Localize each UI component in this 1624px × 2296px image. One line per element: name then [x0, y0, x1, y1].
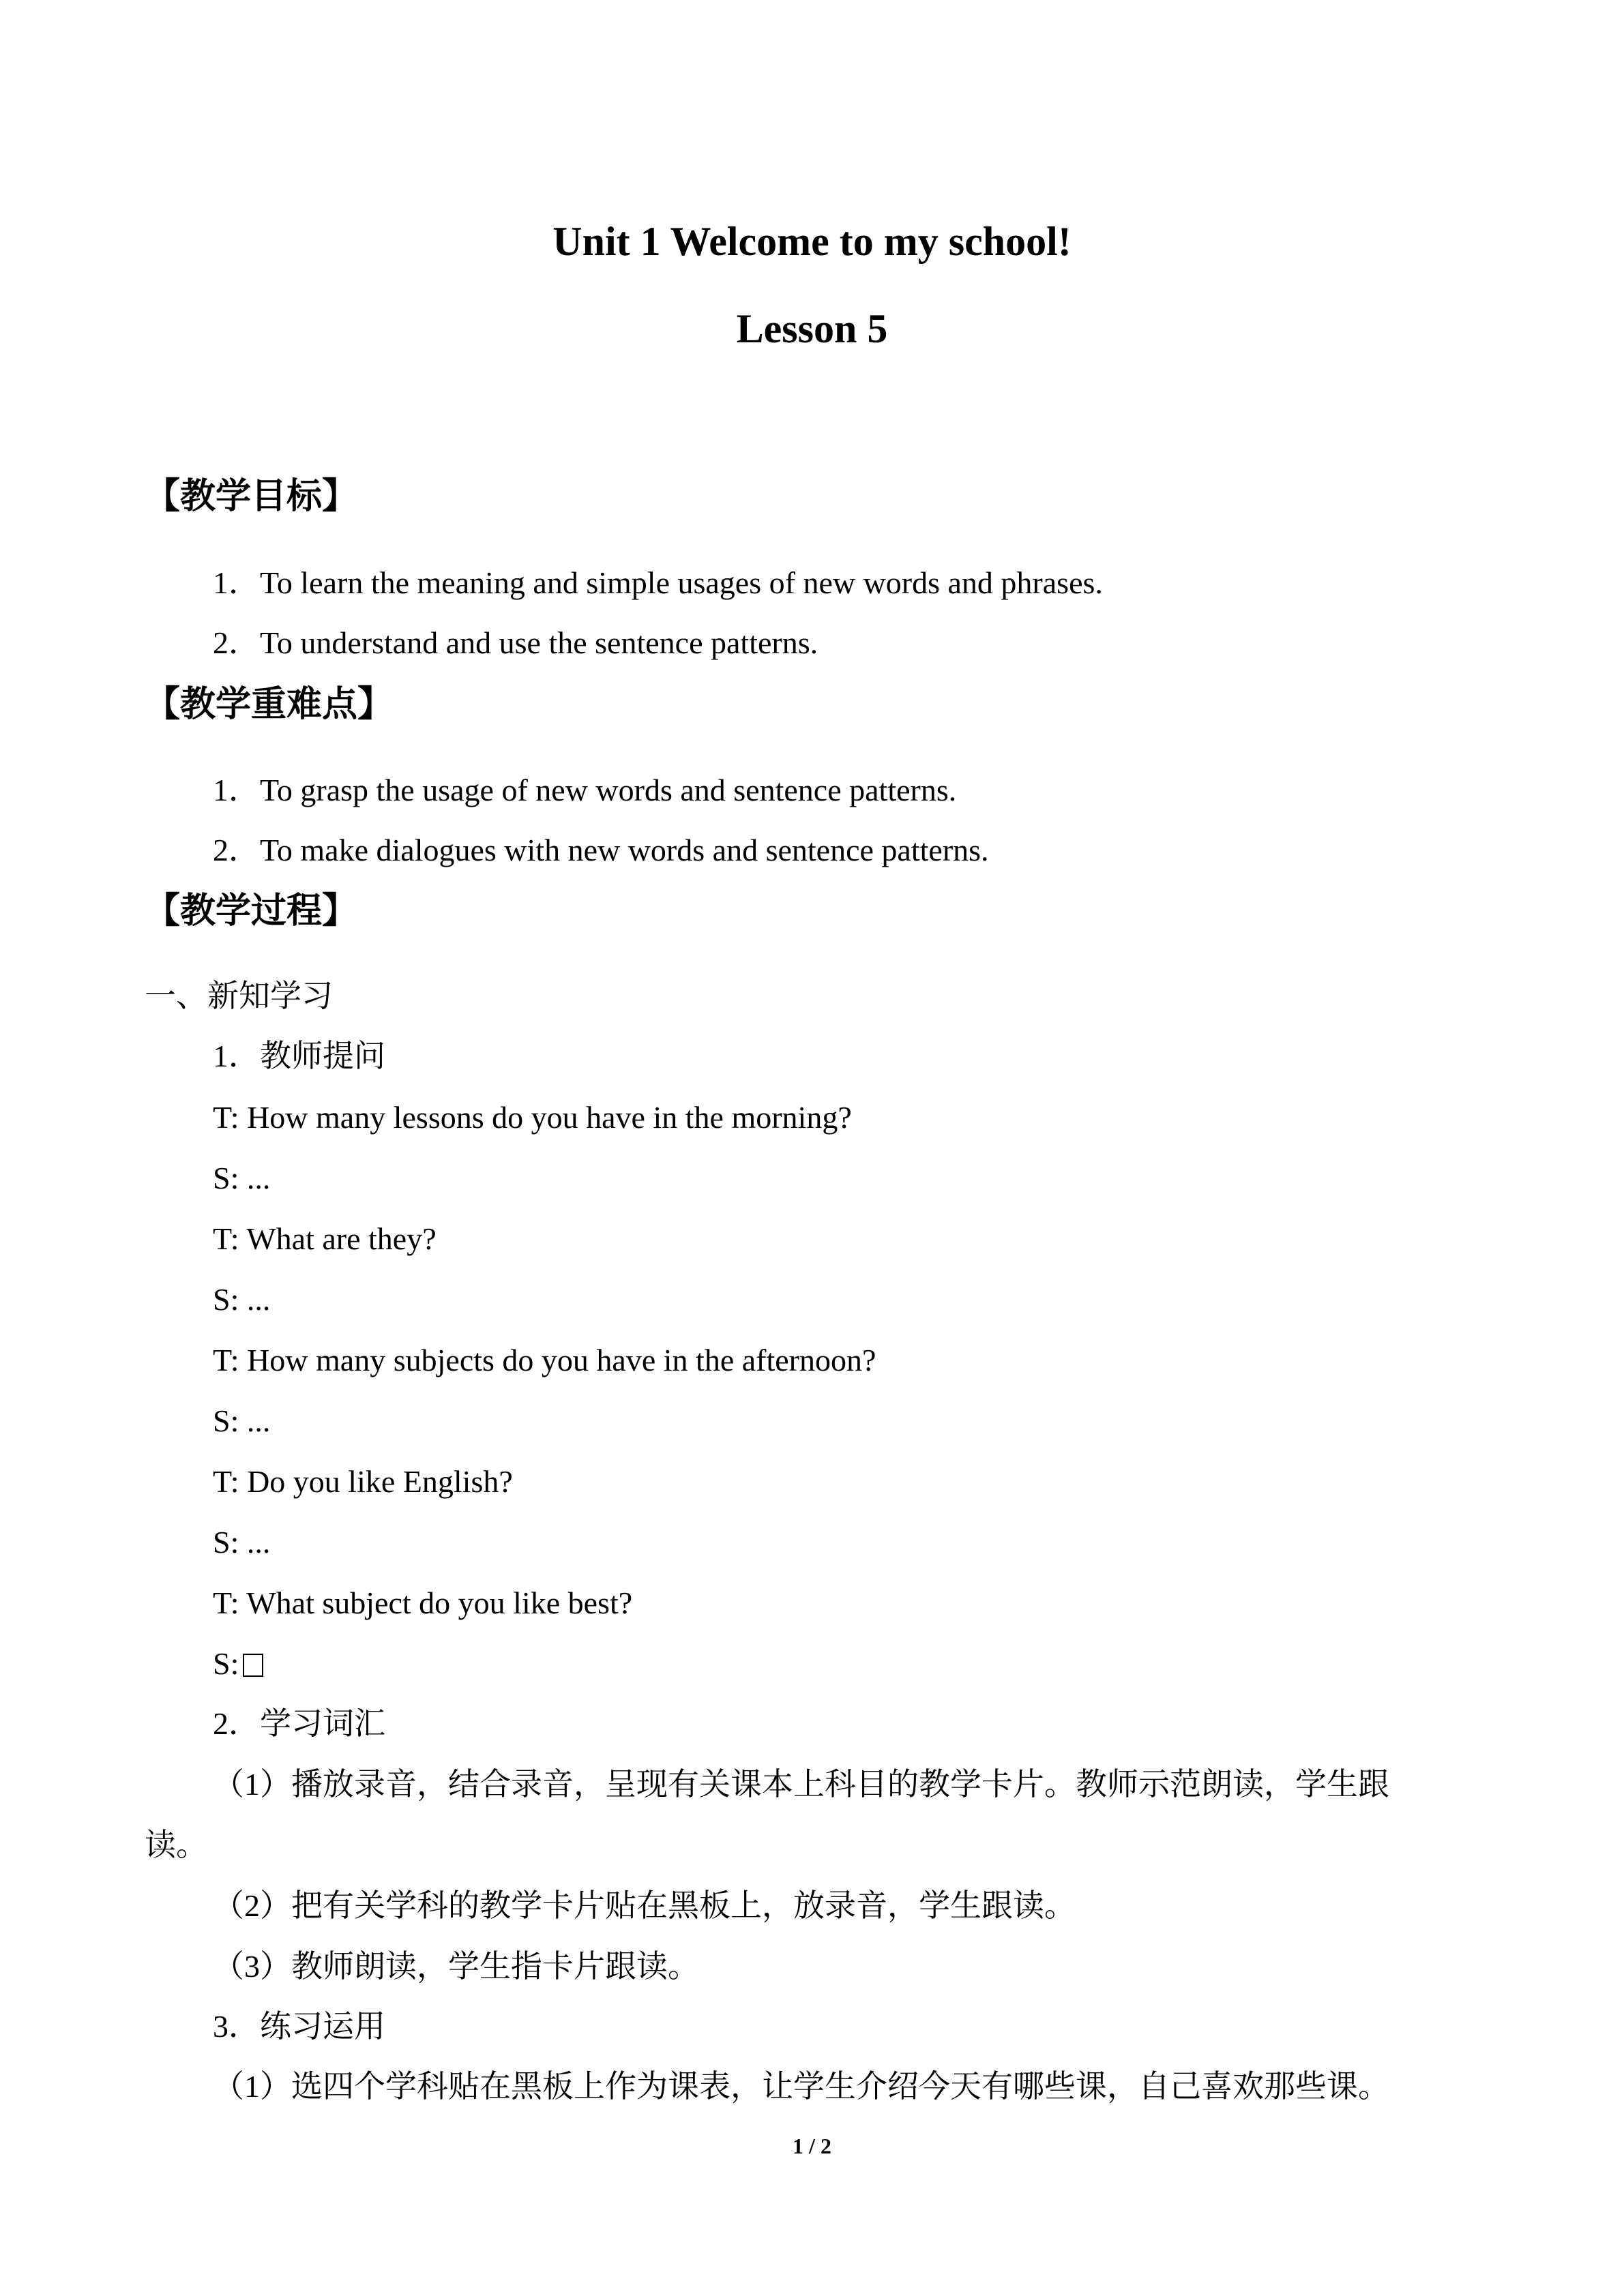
- process-step-3: 3．练习运用: [213, 2009, 385, 2044]
- key-point-item-1: 1．To grasp the usage of new words and sentence patterns.: [213, 773, 957, 807]
- step2-item-3: （3）教师朗读，学生指卡片跟读。: [213, 1949, 699, 1984]
- document-title: Unit 1 Welcome to my school!: [552, 219, 1072, 264]
- dialogue-line: S: ...: [213, 1403, 271, 1438]
- dialogue-line: T: What subject do you like best?: [213, 1585, 633, 1620]
- process-section-1: 一、新知学习: [145, 979, 333, 1013]
- objective-item-2: 2．To understand and use the sentence patterns.: [213, 625, 818, 660]
- key-points-heading: 【教学重难点】: [145, 684, 394, 725]
- dialogue-line: S: ...: [213, 1525, 271, 1560]
- page-number: 1 / 2: [793, 2134, 831, 2158]
- key-point-item-2: 2．To make dialogues with new words and sentence patterns.: [213, 833, 989, 867]
- process-step-1: 1．教师提问: [213, 1039, 385, 1073]
- dialogue-line: S: ...: [213, 1161, 271, 1195]
- dialogue-line: T: How many subjects do you have in the afternoon?: [213, 1343, 876, 1377]
- dialogue-line: T: Do you like English?: [213, 1464, 513, 1499]
- process-step-2: 2．学习词汇: [213, 1706, 385, 1741]
- dialogue-line: S: ...: [213, 1282, 271, 1317]
- dialogue-line: T: How many lessons do you have in the morning?: [213, 1100, 852, 1135]
- step2-item-2: （2）把有关学科的教学卡片贴在黑板上，放录音，学生跟读。: [213, 1888, 1076, 1923]
- dialogue-speaker: S:: [213, 1646, 239, 1681]
- dialogue-line-last: [213, 1644, 263, 1684]
- document-subtitle: Lesson 5: [736, 306, 888, 351]
- step3-item-1: （1）选四个学科贴在黑板上作为课表，让学生介绍今天有哪些课，自己喜欢那些课。: [213, 2069, 1389, 2104]
- dialogue-line: T: What are they?: [213, 1221, 437, 1256]
- step2-item-1: （1）播放录音，结合录音，呈现有关课本上科目的教学卡片。教师示范朗读，学生跟: [213, 1767, 1389, 1802]
- process-heading: 【教学过程】: [145, 891, 358, 931]
- blank-box-icon: [243, 1654, 263, 1677]
- objectives-heading: 【教学目标】: [145, 476, 358, 517]
- step2-item-1-continued: 读。: [145, 1828, 207, 1862]
- objective-item-1: 1．To learn the meaning and simple usages of new words and phrases.: [213, 565, 1103, 600]
